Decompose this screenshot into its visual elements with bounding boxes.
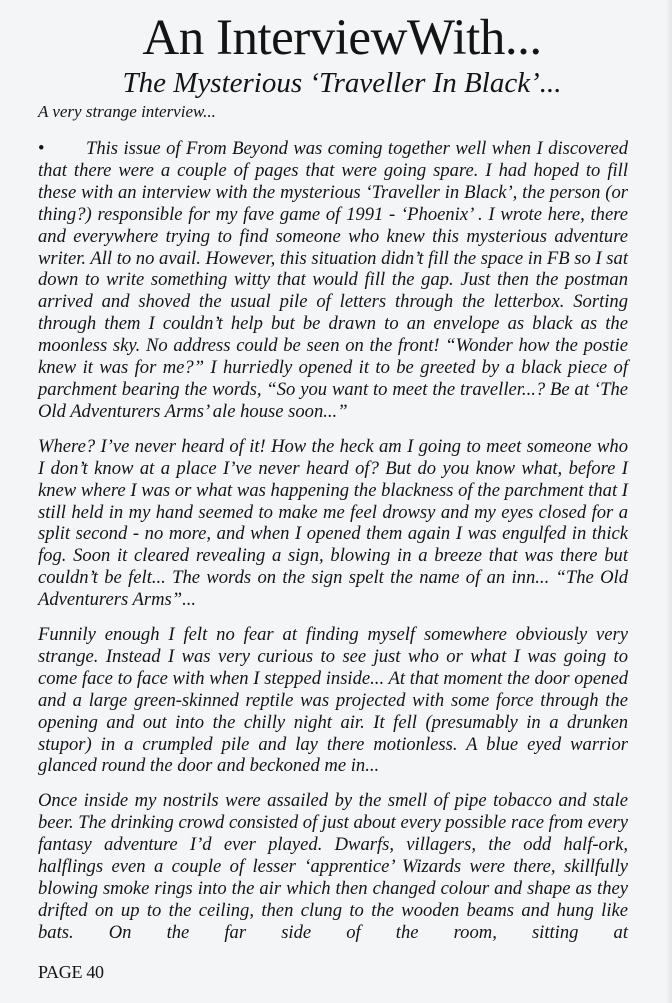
article-subtitle: The Mysterious ‘Traveller In Black’...: [122, 67, 562, 99]
paragraph: Where? I’ve never heard of it! How the heck am I going to meet someone who I don’t know at a place I’ve never heard of? But do you know what, before I knew where I was or what was happening the blackness of the parchment that I still held in my hand seemed to make me feel drowsy and my eyes closed for a split second - no more, and when I opened them again I was engulfed in thick fog. Soon it cleared revealing a sign, blowing in a breeze that was there but couldn’t be felt... The words on the sign spelt the name of an inn... “The Old Adventurers Arms”...: [38, 435, 628, 611]
article-intro: A very strange interview...: [38, 102, 216, 121]
article-body: [38, 138, 628, 957]
paragraph: [38, 138, 628, 423]
article-title: An InterviewWith...: [142, 10, 542, 66]
paragraph-text: This issue of From Beyond was coming together well when I discovered that there were a couple of pages that were going spare. I had hoped to fill these with an interview with the mysterious ‘Traveller in Black’, the person (or thing?) responsible for my fave game of 1991 - ‘Phoenix’ . I wrote here, there and everywhere trying to find someone who knew this mysterious adventure writer. All to no avail. However, this situation didn’t fill the space in FB so I sat down to write something witty that would fill the gap. Just then the postman arrived and shoved the usual pile of letters through the letterbox. Sorting through them I couldn’t help but be drawn to an envelope as black as the moonless sky. No address could be seen on the front! “Wonder how the postie knew it was for me?” I hurriedly opened it to be greeted by a black piece of parchment bearing the words, “So you want to meet the traveller...? Be at ‘The Old Adventurers Arms’ ale house soon...”: [38, 138, 628, 422]
page-edge-shadow: [666, 0, 672, 1003]
paragraph: Funnily enough I felt no fear at finding myself somewhere obviously very strange. Instead I was very curious to see just who or what I was going to come face to face with when I stepped inside... At that moment the door opened and a large green-skinned reptile was projected with some force through the opening and out into the chilly night air. It fell (presumably in a drunken stupor) in a crumpled pile and lay there motionless. A blue eyed warrior glanced round the door and beckoned me in...: [38, 624, 628, 777]
bullet-icon: •: [38, 138, 45, 159]
page-number: PAGE 40: [38, 961, 104, 982]
paragraph: Once inside my nostrils were assailed by the smell of pipe tobacco and stale beer. The drinking crowd consisted of just about every possible race from every fantasy adventure I’d ever played. Dwarfs, villagers, the odd half-ork, halflings even a couple of lesser ‘apprentice’ Wizards were there, skillfully blowing smoke rings into the air which then changed colour and shape as they drifted on up to the ceiling, then clung to the wooden beams and hung like bats. On the far side of the room, sitting at: [38, 790, 628, 943]
